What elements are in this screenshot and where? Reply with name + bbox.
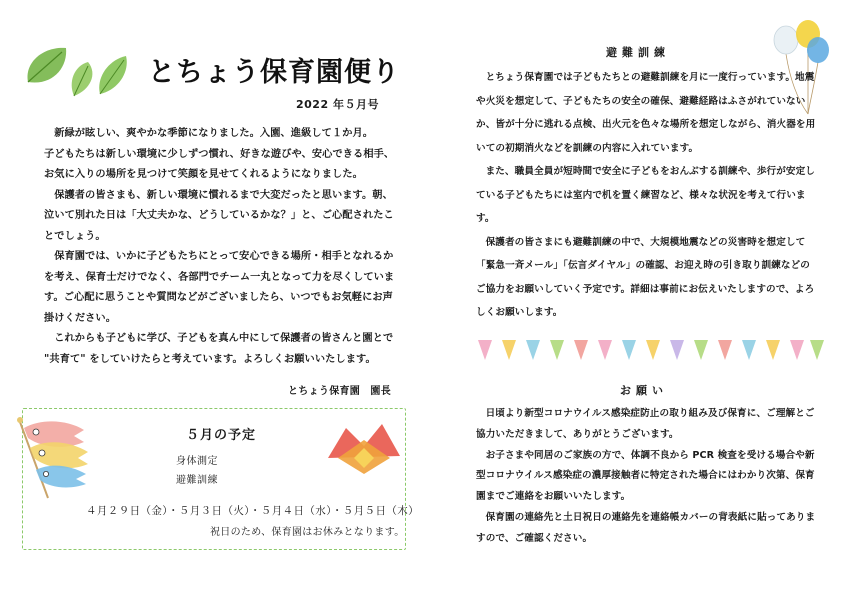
schedule-title: ５月の予定 bbox=[186, 428, 257, 443]
leaf-icon bbox=[72, 62, 93, 96]
drill-body bbox=[476, 66, 816, 325]
leaf-icon bbox=[27, 48, 66, 83]
drill-paragraph: また、職員全員が短時間で安全に子どもをおんぶする訓練や、歩行が安定している子どもたちには室内で机を置く練習など、様々な状況を考えて行います。 bbox=[476, 166, 815, 224]
drill-heading: 避難訓練 bbox=[606, 46, 670, 59]
notice-paragraph: お子さまや同居のご家族の方で、体調不良から PCR 検査を受ける場合や新型コロナウイルス感染症の濃厚接触者に特定された場合にはわかり次第、保育園までご連絡をお願いいたします。 bbox=[476, 449, 815, 503]
drill-paragraph: とちょう保育園では子どもたちとの避難訓練を月に一度行っています。地震や火災を想定して、子どもたちの安全の確保、避難経路はふさがれていないか、皆が十分に逃れる点検、出火元を色々な場所を想定しながら、消火器を用いての初期消火などを訓練の内容に入れています。 bbox=[476, 72, 816, 154]
holiday-note: 祝日のため、保育園はお休みとなります。 bbox=[210, 527, 405, 538]
leaves-decoration bbox=[18, 42, 136, 100]
intro-paragraph: 子どもたちは新しい環境に少しずつ慣れ、好きな遊びや、安心できる相手、お気に入りの場所を見つけて笑顔を見せてくれるようになりました。 bbox=[44, 148, 395, 180]
koinobori-icon bbox=[12, 404, 94, 502]
holiday-dates: ４月２９日（金）・５月３日（火）・５月４日（水）・５月５日（木） bbox=[86, 505, 420, 517]
drill-paragraph: 保護者の皆さまにも避難訓練の中で、大規模地震などの災害時を想定して「緊急一斉メール」「伝言ダイヤル」の確認、お迎え時の引き取り訓練などのご協力をお願いしていく予定です。詳細は事前にお伝えいたしますので、よろしくお願いします。 bbox=[476, 236, 815, 318]
schedule-item: 身体測定 bbox=[176, 456, 218, 467]
schedule-item: 避難訓練 bbox=[176, 475, 218, 486]
notice-paragraph: 保育園の連絡先と土日祝日の連絡先を連絡帳カバーの背表紙に貼ってありますので、ご確認ください。 bbox=[476, 511, 816, 544]
signature: とちょう保育園 園長 bbox=[288, 386, 391, 397]
flag-garland bbox=[472, 336, 828, 364]
notice-paragraph: 日頃より新型コロナウイルス感染症防止の取り組み及び保育に、ご理解とご協力いただきまして、ありがとうございます。 bbox=[476, 408, 815, 440]
intro-paragraph: 保護者の皆さまも、新しい環境に慣れるまで大変だったと思います。朝、泣いて別れた日は「大丈夫かな、どうしているかな？」と、ご心配されたことでしょう。 bbox=[44, 189, 394, 242]
intro-paragraph: 新緑が眩しい、爽やかな季節になりました。入園、進級して１か月。 bbox=[54, 128, 374, 139]
intro-paragraph: 保育園では、いかに子どもたちにとって安心できる場所・相手となれるかを考え、保育士だけでなく、各部門でチーム一丸となって力を尽くしています。ご心配に思うことや質問などがございましたら、いつでもお気軽にお声掛けください。 bbox=[44, 251, 395, 324]
notice-body bbox=[476, 404, 816, 550]
intro-paragraph: これからも子どもに学び、子どもを真ん中にして保護者の皆さんと園とで "共育て" をしていけたらと考えています。よろしくお願いいたします。 bbox=[44, 333, 394, 365]
kabuto-icon bbox=[324, 418, 404, 478]
leaf-icon bbox=[99, 56, 127, 94]
intro-message bbox=[44, 124, 396, 370]
issue-date: 2022 年５月号 bbox=[296, 98, 379, 111]
page-title: とちょう保育園便り bbox=[148, 57, 400, 88]
notice-heading: お願い bbox=[620, 384, 668, 397]
triangle-flag-icon bbox=[478, 340, 824, 360]
